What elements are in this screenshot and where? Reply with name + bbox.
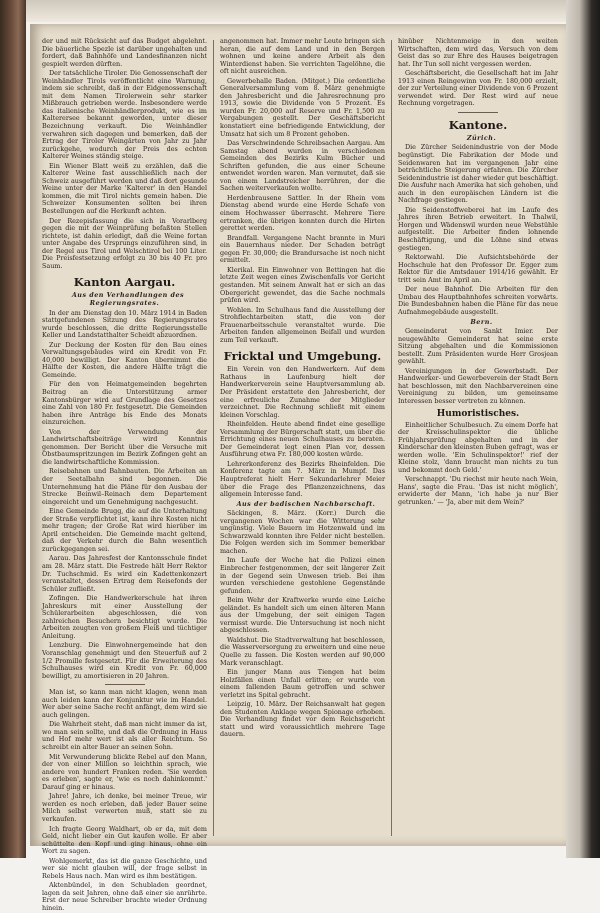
- paragraph: Lehrerkonferenz des Bezirks Rheinfelden. Die Konferenz tagte am 7. März in Mumpf. Das Hauptreferat hielt Herr Sekundarlehrer Meier über die Frage des Pflanzenzeichnens, das allgemein Interesse fand.: [220, 459, 385, 499]
- column-2: [220, 38, 385, 840]
- paragraph: Säckingen, 8. März. (Korr.) Durch die vergangenen Wochen war die Witterung sehr ungünstig. Viele Bauern im Hotzenwald und im Schwarzwald konnten ihre Felder nicht bestellen. Die Folgen werden sich im Sommer bemerkbar machen.: [220, 509, 385, 555]
- paragraph: Ein Verein von den Handwerkern. Auf dem Rathaus in Laufenburg hielt der Handwerkerverein seine Hauptversammlung ab. Der Präsident erstattete den Jahresbericht, der eine erfreuliche Zunahme der Mitglieder verzeichnet. Die Rechnung schließt mit einem kleinen Vorschlag.: [220, 365, 385, 419]
- paragraph: Im Laufe der Woche hat die Polizei einen Einbrecher festgenommen, der seit längerer Zeit in der Gegend sein Unwesen trieb. Bei ihm wurden verschiedene gestohlene Gegenstände gefunden.: [220, 556, 385, 595]
- paragraph: Die Wahrheit steht, daß man nicht immer da ist, wo man sein sollte, und daß die Ordnung in Haus und Hof mehr wert ist als aller Reichtum. So schreibt ein alter Bauer an seinen Sohn.: [42, 720, 207, 752]
- paragraph: In der am Dienstag den 10. März 1914 in Baden stattgefundenen Sitzung des Regierungsrates wurde beschlossen, die dritte Regierungsstelle Keller und Landstatthalter Scheidt abzuordnen.: [42, 308, 207, 340]
- paragraph: Die Seidenstoffweberei hat im Laufe des Jahres ihren Betrieb erweitert. In Thalwil, Horgen und Wädenswil wurden neue Webstühle aufgestellt. Die Arbeiter finden lohnende Beschäftigung, und die Löhne sind etwas gestiegen.: [398, 205, 558, 252]
- paragraph: Klerikal. Ein Einwohner von Bettingen hat die letzte Zeit wegen eines Zwischenfalls vor Gericht gestanden. Mit seinem Anwalt hat er sich an das Obergericht gewendet, das die Sache nochmals prüfen wird.: [220, 265, 385, 305]
- column-3: [398, 38, 558, 840]
- paragraph: hinüber Nichtenmeige in den weiten Wirtschaften, dem wird das, Versuch von dem Geist das so zur Ehre des Hauses beigetragen hat. Ihr Tun soll nicht vergessen werden.: [398, 37, 558, 68]
- subheading-zurich: Zürich.: [466, 133, 497, 142]
- section-title-fricktal: Fricktal und Umgebung.: [223, 349, 382, 364]
- paragraph: Beim Wehr der Kraftwerke wurde eine Leiche geländet. Es handelt sich um einen älteren Mann aus der Umgebung, der seit einigen Tagen vermisst wurde. Die Untersuchung ist noch nicht abgeschlossen.: [220, 596, 385, 635]
- paragraph: Der Rezepisfassung die sich in Vorarlberg gegen die mit der Weinprüfung befaßten Stellen richtete, ist dahin erledigt, daß die Weine fortan unter Angabe des Ursprungs einzuführen sind, in der Regel aus Tirol und Welschtirol bei 100 Liter. Die Preisfestsetzung erfolgt zu 30 bis 40 Fr. pro Saum.: [42, 216, 207, 270]
- paragraph: Verschnappt. 'Du riechst mir heute nach Wein, Hans', sagte die Frau. 'Das ist nicht möglich', erwiderte der Mann, 'ich habe ja nur Bier getrunken.' — 'Ja, aber mit dem Wein?': [398, 475, 558, 506]
- section-title-humor: Humoristisches.: [436, 408, 520, 419]
- paragraph: Die Zürcher Seidenindustrie von der Mode begünstigt. Die Fabrikation der Mode und Seidenwaren hat im vergangenen Jahr eine beträchtliche Steigerung erfahren. Die Zürcher Seidenindustrie ist daher wieder gut beschäftigt. Die Ausfuhr nach Amerika hat sich gehoben, und auch in den europäischen Ländern ist die Nachfrage gestiegen.: [398, 143, 558, 205]
- paragraph: Ein junger Mann aus Tiengen hat beim Holzfällen einen Unfall erlitten; er wurde von einem fallenden Baum getroffen und schwer verletzt ins Spital gebracht.: [220, 668, 385, 699]
- paragraph: Wohlen. Im Schulhaus fand die Ausstellung der Strohflechtarbeiten statt, die von der Frauenarbeitsschule veranstaltet wurde. Die Arbeiten fanden allgemeinen Beifall und wurden zum Teil verkauft.: [220, 305, 385, 344]
- book-edge: [566, 0, 600, 858]
- book-binding: [0, 0, 26, 858]
- paragraph: Rektorwahl. Die Aufsichtsbehörde der Hochschule hat den Professor Dr. Egger zum Rektor für die Amtsdauer 1914/16 gewählt. Er tritt sein Amt im April an.: [398, 253, 558, 284]
- paragraph: Aktenbündel, in den Schubladen geordnet, lagen da seit Jahren, ohne daß einer sie anrührte. Erst der neue Schreiber brachte wieder Ordnung hinein.: [42, 881, 207, 912]
- paragraph: Brandfall. Vergangene Nacht brannte in Muri ein Bauernhaus nieder. Der Schaden beträgt gegen Fr. 30,000; die Brandursache ist noch nicht ermittelt.: [220, 233, 385, 265]
- paragraph: Zur Deckung der Kosten für den Bau eines Verwaltungsgebäudes wird ein Kredit von Fr. 40,000 bewilligt. Der Kanton übernimmt die Hälfte der Kosten, die andere Hälfte trägt die Gemeinde.: [42, 340, 207, 379]
- column-rule: [391, 40, 392, 836]
- paragraph: Ein Wiener Blatt weiß zu erzählen, daß die Kalterer Weine fast ausschließlich nach der Schweiz ausgeführt werden und daß dort gesunde Weine unter der Marke 'Kalterer' in den Handel kommen, die mit Tirol nichts gemein haben. Die Schweizer Konsumenten sollten bei ihren Bestellungen auf die Herkunft achten.: [42, 161, 207, 216]
- paragraph: Herdenbrausene Sattler. In der Rhein vom Dienstag abend wurde eine Herde Schafe von einem Hochwasser überrascht. Mehrere Tiere ertranken, die übrigen konnten durch die Hirten gerettet werden.: [220, 193, 385, 233]
- subheading-bern: Bern.: [470, 317, 493, 326]
- paragraph: Der neue Bahnhof. Die Arbeiten für den Umbau des Hauptbahnhofes schreiten vorwärts. Die Bundesbahnen haben die Pläne für das neue Aufnahmegebäude ausgestellt.: [398, 285, 558, 316]
- paragraph: Man ist, so kann man nicht klagen, wenn man auch leiden kann der Konjunktur wie im Handel. Wer aber seine Sache recht anfängt, dem wird sie auch gelingen.: [42, 688, 207, 719]
- paragraph: Rheinfelden. Heute abend findet eine gesellige Versammlung der Bürgerschaft statt, um über die Errichtung eines neuen Schulhauses zu beraten. Der Gemeinderat legt einen Plan vor, dessen Ausführung etwa Fr. 180,000 kosten würde.: [220, 420, 385, 459]
- column-1: [42, 37, 207, 912]
- paragraph: Zofingen. Die Handwerkerschule hat ihren Jahreskurs mit einer Ausstellung der Schülerarbeiten abgeschlossen, die von zahlreichen Besuchern besichtigt wurde. Die Arbeiten zeugten von großem Fleiß und tüchtiger Anleitung.: [42, 594, 207, 640]
- paragraph: Ich fragte Georg Waldhart, ob er da, mit dem Geld, nicht lieber ein Gut kaufen wolle. Er aber schüttelte den Kopf und ging hinaus, ohne ein Wort zu sagen.: [42, 824, 207, 856]
- paragraph: der und mit Rücksicht auf das Budget abgelehnt. Die bäuerliche Spezle ist darüber ungehalten und fordert, daß Bahnhöfe und Landesfinanzen nicht gespielt werden dürften.: [42, 37, 207, 68]
- divider-line: [105, 684, 145, 685]
- paragraph: Jahre! Jahre, ich denke, bei meiner Treue, wir werden es noch erleben, daß jeder Bauer seine Milch selbst verwerten muß, statt sie zu verkaufen.: [42, 792, 207, 823]
- column-rule: [213, 40, 214, 836]
- paragraph: Eine Gemeinde Brugg, die auf die Unterhaltung der Straße verpflichtet ist, kann ihre Kosten nicht mehr tragen; der Große Rat wird hierüber im April entscheiden. Die Gemeinde macht geltend, daß der Verkehr durch die Bahn wesentlich zurückgegangen sei.: [42, 507, 207, 553]
- paragraph: Der tatsächliche Tiroler. Die Genossenschaft der Weinhändler Tirols veröffentlicht eine Warnung, indem sie schreibt, daß in der Eidgenossenschaft mit dem Namen Tirolerwein sehr starker Mißbrauch getrieben werde. Insbesondere werde das italienische Weinhändlerprodukt, wie es im Kalterersee bekannt geworden, unter dieser Bezeichnung verkauft. Die Weinhändler verwahren sich dagegen und bemerken, daß der Ertrag der Tiroler Weingärten von Jahr zu Jahr zurückgehe, wodurch der Preis des echten Kalterer Weines ständig steige.: [42, 69, 207, 161]
- paragraph: Das Verschwindende Schreibsachen Aargau. Am Samstag abend wurden in verschiedenen Gemeinden des Bezirks Kulm Bücher und Schriften gefunden, die aus einer Scheune entwendet worden waren. Man vermutet, daß sie von einem Landstreicher herrühren, der die Sachen weiterverkaufen wollte.: [220, 139, 385, 193]
- newspaper-page: [30, 24, 566, 912]
- paragraph: Von der Verwendung der Landwirtschaftsbeiträge wird Kenntnis genommen. Der Bericht über die Versuche mit Obstbaumspritzungen im Bezirk Zofingen geht an die landwirtschaftliche Kommission.: [42, 427, 207, 466]
- subheading-baden: Aus der badischen Nachbarschaft.: [236, 499, 376, 508]
- paragraph: angenommen hat. Immer mehr Leute bringen sich heran, die auf dem Land und in den Bergen wohnen und keine andere Arbeit als den Winterdienst haben. Sie verrichten Tagelöhne, die oft nicht ausreichen.: [220, 37, 385, 76]
- section-title-aargau: Kanton Aargau.: [73, 275, 176, 290]
- divider-line: [458, 112, 498, 113]
- paragraph: Reisebahnen und Bahnbauten. Die Arbeiten an der Seetalbahn sind begonnen. Die Unternehmung hat die Pläne für den Ausbau der Strecke Beinwil–Reinach dem Departement eingereicht und um Genehmigung nachgesucht.: [42, 467, 207, 506]
- page-top-shadow: [26, 0, 566, 22]
- paragraph: Leipzig, 10. März. Der Reichsanwalt hat gegen den Studenten Anklage wegen Spionage erhoben. Die Verhandlung findet vor dem Reichsgericht statt und wird voraussichtlich mehrere Tage dauern.: [220, 700, 385, 739]
- paragraph: Einheitlicher Schulbesuch. Zu einem Dorfe hat der Kreisschulinspektor die übliche Frühjahrsprüfung abgehalten und in der Kinderschar den kleinsten Buben gefragt, was er werden wolle. 'Ein Schulinspektor!' rief der Kleine stolz, 'dann braucht man nichts zu tun und bekommt doch Geld.': [398, 420, 558, 474]
- paragraph: Gewerbehalle Baden. (Mitget.) Die ordentliche Generalversammlung vom 8. März genehmigte den Jahresbericht und die Jahresrechnung pro 1913, sowie die Dividende von 5 Prozent. Es wurden Fr. 20,000 auf Reserve und Fr. 1,500 zu Vergabungen gestellt. Der Geschäftsbericht konstatiert eine befriedigende Entwicklung, der Umsatz hat sich um 8 Prozent gehoben.: [220, 76, 385, 138]
- paragraph: Gemeinderat von Sankt Imier. Der neugewählte Gemeinderat hat seine erste Sitzung abgehalten und die Kommissionen bestellt. Zum Präsidenten wurde Herr Grosjean gewählt.: [398, 327, 558, 366]
- paragraph: Waldshut. Die Stadtverwaltung hat beschlossen, die Wasserversorgung zu erweitern und eine neue Quelle zu fassen. Die Kosten werden auf 90,000 Mark veranschlagt.: [220, 635, 385, 667]
- paragraph: Lenzburg. Die Einwohnergemeinde hat den Voranschlag genehmigt und den Steuerfuß auf 2 1/2 Promille festgesetzt. Für die Erweiterung des Schulhauses wird ein Kredit von Fr. 60,000 bewilligt, zu amortisieren in 20 Jahren.: [42, 641, 207, 680]
- paragraph: Für den von Heimatgemeinden begehrten Beitrag an die Unterstützung armer Kantonsbürger wird auf Grundlage des Gesetzes eine Zahl von 180 Fr. festgesetzt. Die Gemeinden haben ihre Anträge bis Ende des Monats einzureichen.: [42, 380, 207, 427]
- paragraph: Mit Verwunderung blickte Rebel auf den Mann, der von einer Million so leichthin sprach, wie andere von hundert Franken reden. 'Sie werden es erleben', sagte er, 'wie es noch dahinkommt.' Darauf ging er hinaus.: [42, 752, 207, 791]
- paragraph: Geschäftsbericht, die Gesellschaft hat im Jahr 1913 einen Reingewinn von Fr. 180,000 erzielt, der zur Verteilung einer Dividende von 6 Prozent verwendet wird. Der Rest wird auf neue Rechnung vorgetragen.: [398, 69, 558, 108]
- paragraph: Vereinigungen in der Gewerbstadt. Der Handwerker- und Gewerbeverein der Stadt Bern hat beschlossen, mit den Nachbarvereinen eine Vereinigung zu bilden, um gemeinsame Interessen besser vertreten zu können.: [398, 366, 558, 405]
- subheading: Aus den Verhandlungen des Regierungsrates.: [71, 291, 185, 307]
- section-title-kantone: Kantone.: [448, 117, 508, 132]
- paragraph: Aarau. Das Jahresfest der Kantonsschule findet am 28. März statt. Die Festrede hält Herr Rektor Dr. Tuchschmid. Es wird ein Kadettenkonzert veranstaltet, dessen Ertrag dem Reisefonds der Schüler zufließt.: [42, 554, 207, 593]
- paragraph: Wohlgemerkt, das ist die ganze Geschichte, und wer sie nicht glauben will, der frage selbst in Rebels Haus nach. Man wird es ihm bestätigen.: [42, 856, 207, 880]
